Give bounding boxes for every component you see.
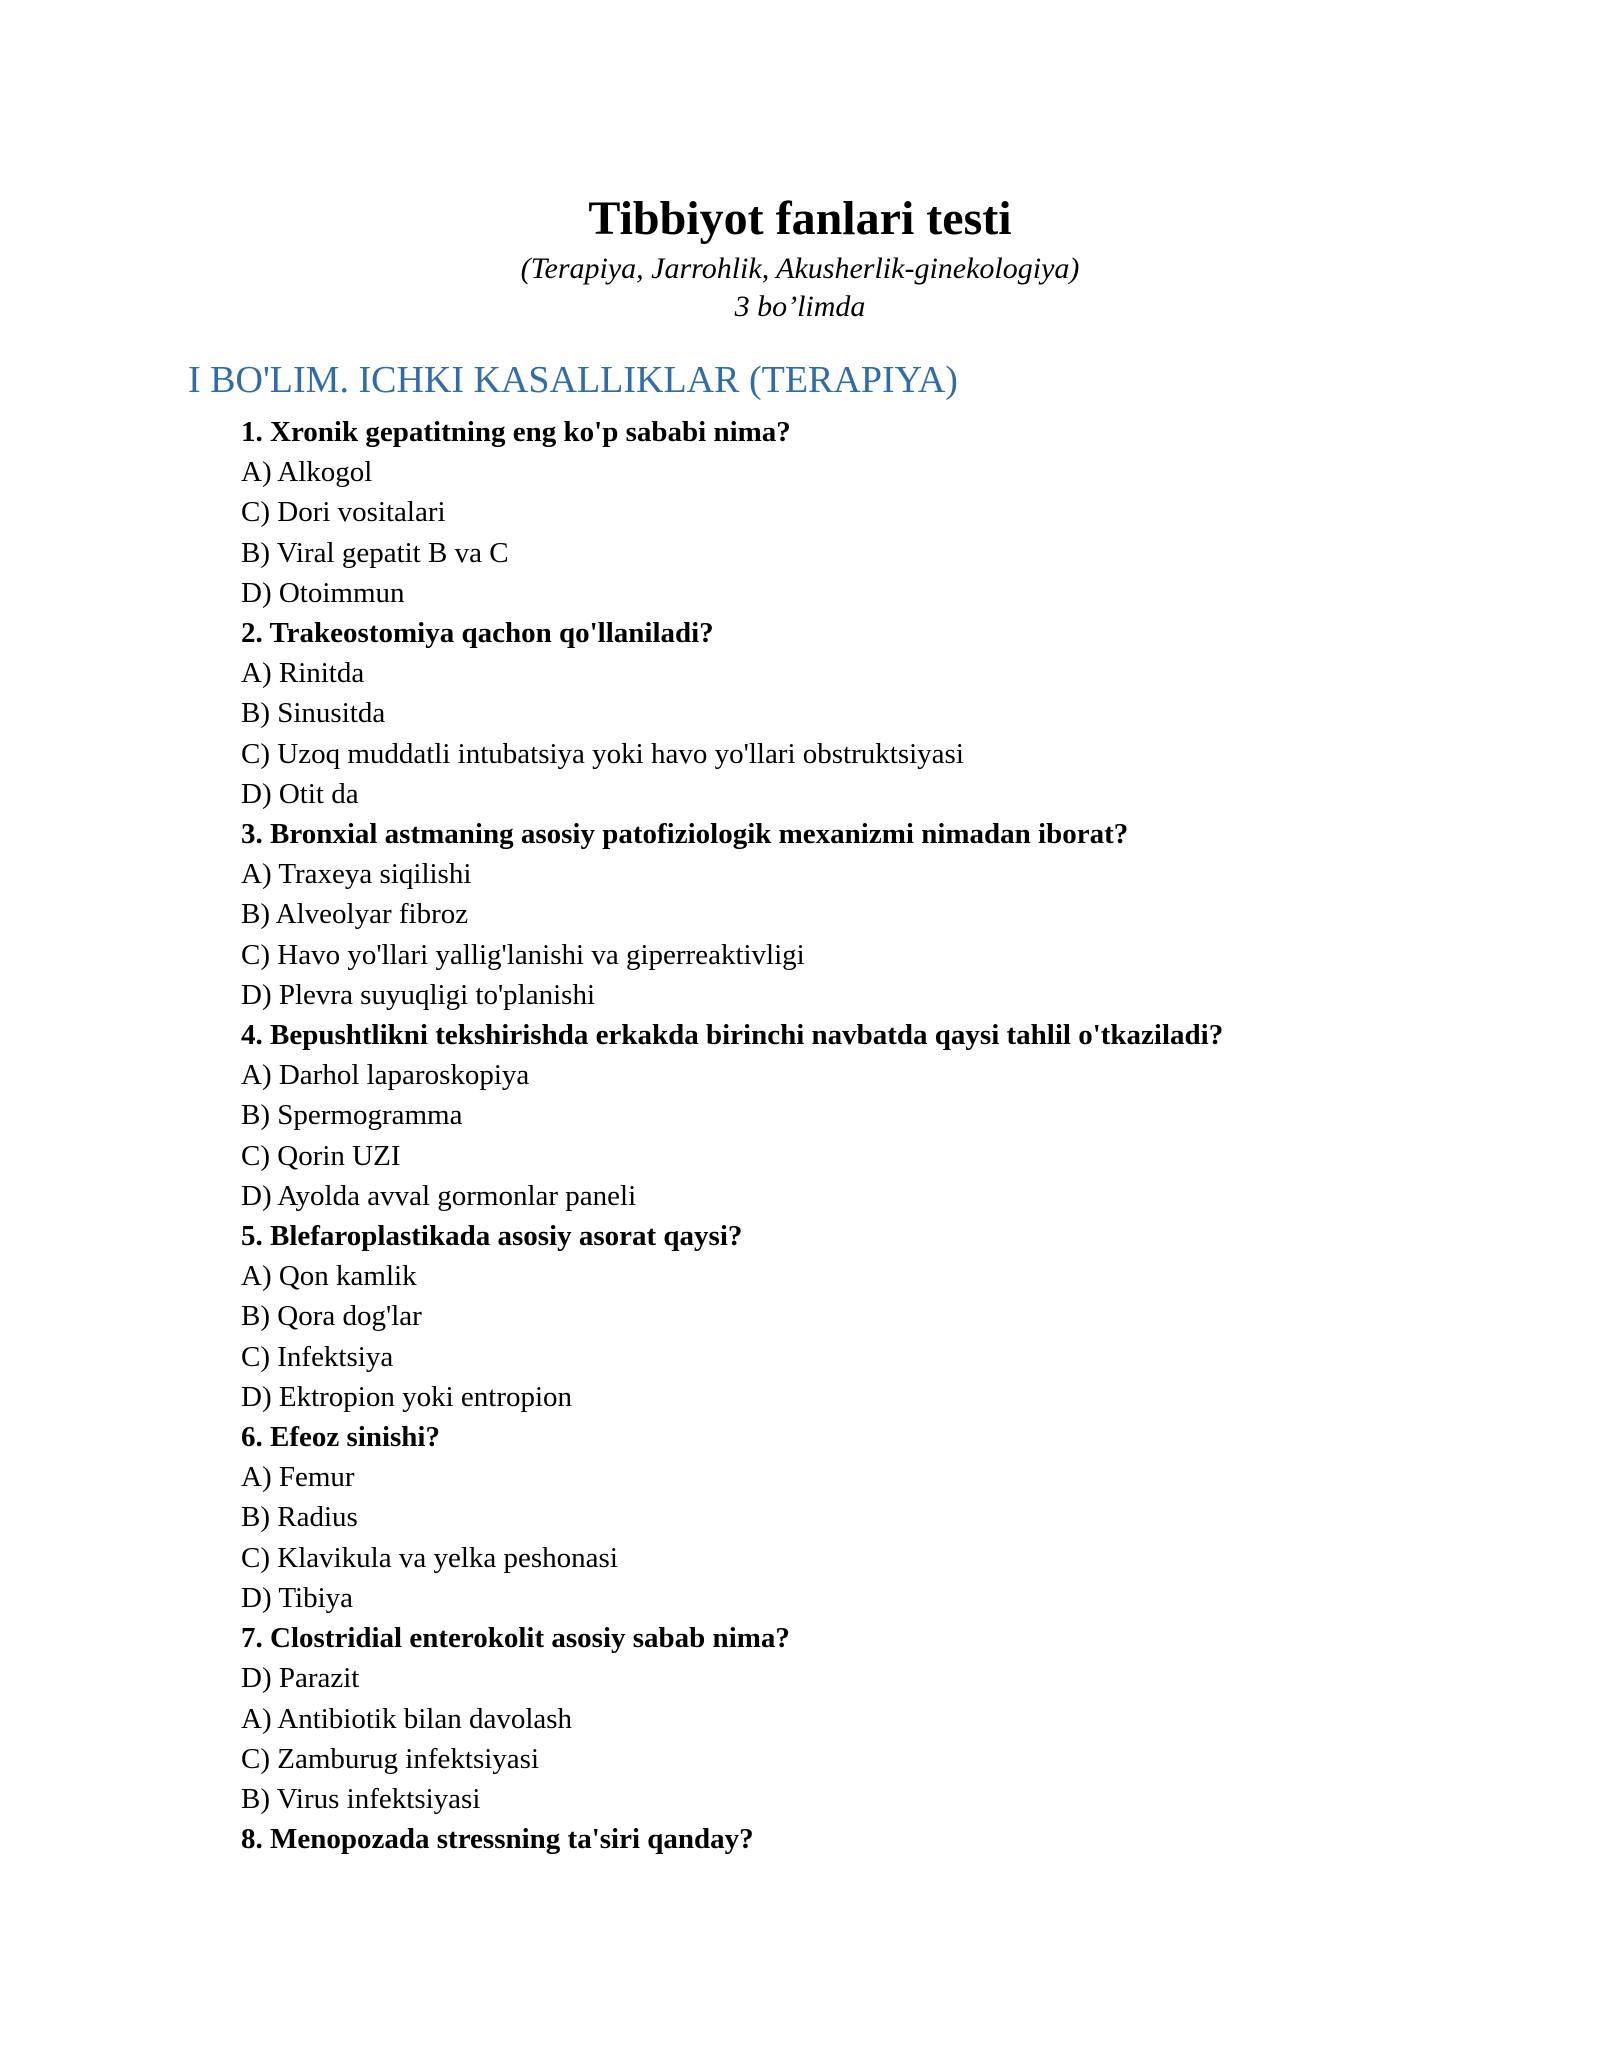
answer-option: D) Parazit (241, 1662, 360, 1695)
question-text: 5. Blefaroplastikada asosiy asorat qaysi? (241, 1220, 743, 1253)
question-item (241, 1015, 1491, 1216)
document-title: Tibbiyot fanlari testi (588, 192, 1012, 245)
question-item (241, 814, 1491, 1015)
document-subtitle: (Terapiya, Jarrohlik, Akusherlik-ginekologiya) (520, 252, 1080, 285)
answer-option: C) Infektsiya (241, 1340, 394, 1373)
answer-option: A) Alkogol (241, 456, 373, 489)
question-item (241, 1819, 1491, 1859)
question-text: 3. Bronxial astmaning asosiy patofiziologik mexanizmi nimadan iborat? (241, 818, 1129, 851)
answer-option: A) Qon kamlik (241, 1260, 417, 1293)
question-text: 7. Clostridial enterokolit asosiy sabab nima? (241, 1622, 790, 1655)
answer-option: C) Zamburug infektsiyasi (241, 1742, 540, 1775)
answer-option: C) Dori vositalari (241, 496, 446, 529)
document-header (0, 188, 1600, 326)
answer-option: D) Tibiya (241, 1581, 354, 1614)
answer-option: C) Qorin UZI (241, 1139, 401, 1172)
question-text: 2. Trakeostomiya qachon qo'llaniladi? (241, 617, 714, 650)
answer-option: C) Klavikula va yelka peshonasi (241, 1541, 618, 1574)
question-item (241, 1216, 1491, 1417)
question-item (241, 1417, 1491, 1618)
answer-option: A) Traxeya siqilishi (241, 858, 472, 891)
question-list (241, 412, 1491, 1859)
question-text: 4. Bepushtlikni tekshirishda erkakda birinchi navbatda qaysi tahlil o'tkaziladi? (241, 1019, 1224, 1052)
answer-option: D) Otit da (241, 777, 359, 810)
answer-option: B) Radius (241, 1501, 358, 1534)
answer-option: C) Uzoq muddatli intubatsiya yoki havo yo'llari obstruktsiyasi (241, 737, 964, 770)
answer-option: D) Ayolda avval gormonlar paneli (241, 1179, 637, 1212)
question-text: 1. Xronik gepatitning eng ko'p sababi nima? (241, 416, 791, 448)
answer-option: B) Viral gepatit B va C (241, 536, 509, 569)
question-text: 8. Menopozada stressning ta'siri qanday? (241, 1823, 754, 1856)
answer-option: B) Virus infektsiyasi (241, 1782, 481, 1815)
answer-option: B) Sinusitda (241, 697, 386, 730)
answer-option: D) Ektropion yoki entropion (241, 1380, 573, 1413)
question-item (241, 412, 1491, 613)
answer-option: A) Antibiotik bilan davolash (241, 1702, 573, 1735)
answer-option: C) Havo yo'llari yallig'lanishi va giperreaktivligi (241, 938, 805, 971)
answer-option: D) Otoimmun (241, 576, 405, 609)
answer-option: A) Rinitda (241, 657, 365, 690)
question-item (241, 1618, 1491, 1819)
answer-option: B) Qora dog'lar (241, 1300, 422, 1333)
question-item (241, 613, 1491, 814)
answer-option: A) Darhol laparoskopiya (241, 1059, 530, 1092)
answer-option: D) Plevra suyuqligi to'planishi (241, 978, 596, 1011)
answer-option: B) Spermogramma (241, 1099, 463, 1132)
document-subtitle-sections: 3 bo’limda (734, 290, 866, 323)
section-heading: I BO'LIM. ICHKI KASALLIKLAR (TERAPIYA) (188, 359, 958, 401)
answer-option: B) Alveolyar fibroz (241, 898, 469, 931)
answer-option: A) Femur (241, 1461, 355, 1494)
question-text: 6. Efeoz sinishi? (241, 1421, 440, 1454)
